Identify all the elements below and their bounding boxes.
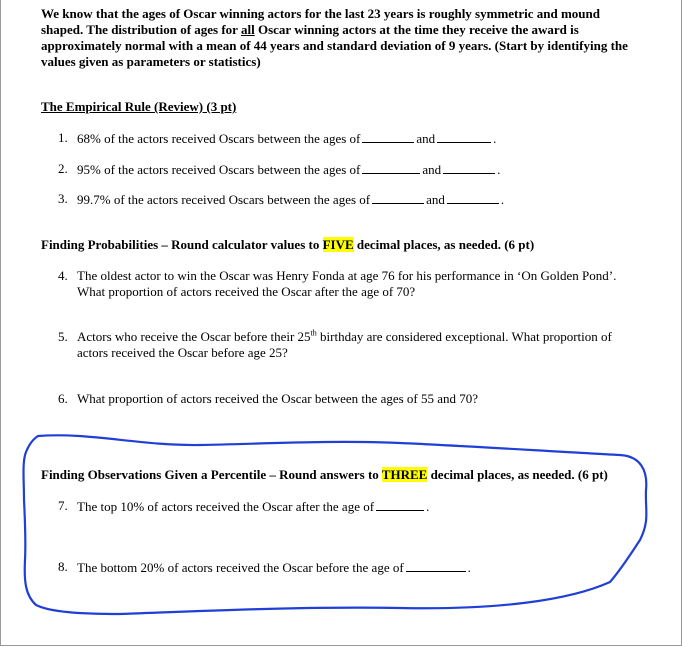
- period: .: [493, 131, 497, 146]
- intro-text-2: Oscar winning actors at the time they receive the award is approximately normal with a mean of 44 years and standard deviation of 9 years. (Start by identifying the values given as parameters or statistics): [41, 22, 628, 69]
- item-text: 95% of the actors received Oscars between the ages of: [77, 162, 361, 177]
- period: .: [467, 560, 471, 575]
- item-text: Actors who receive the Oscar before their 25: [77, 329, 311, 344]
- superscript: th: [310, 328, 317, 338]
- period: .: [497, 162, 501, 177]
- item-number: 3.: [58, 191, 68, 206]
- period: .: [500, 192, 505, 207]
- item-number: 4.: [58, 268, 68, 283]
- item-text: The top 10% of actors received the Oscar after the age of: [77, 499, 375, 514]
- heading-text: decimal places, as needed. (6 pt): [353, 237, 535, 252]
- and-word: and: [426, 192, 445, 207]
- item-text: The bottom 20% of actors received the Oscar before the age of: [77, 560, 404, 575]
- item-text: The oldest actor to win the Oscar was Henry Fonda at age 76 for his performance in ‘On Golden Pond’. What proportion of actors received the Oscar after the age of 70?: [77, 268, 617, 299]
- intro-underlined: all: [240, 22, 255, 37]
- item-number: 1.: [58, 130, 68, 145]
- item-number: 5.: [58, 329, 68, 344]
- and-word: and: [416, 131, 436, 146]
- item-number: 2.: [58, 161, 68, 176]
- highlight-three: THREE: [381, 467, 428, 482]
- heading-text: Finding Probabilities – Round calculator values to: [41, 237, 323, 252]
- intro-text-1: We know that the ages of Oscar winning actors for the last 23 years is roughly symmetric and mound shaped. The distribution of ages for: [41, 6, 600, 37]
- item-text: birthday are considered exceptional. What proportion of actors received the Oscar before age 25?: [77, 329, 612, 360]
- item-text: 68% of the actors received Oscars between the ages of: [77, 131, 361, 146]
- highlight-five: FIVE: [322, 237, 354, 252]
- heading-text: Finding Observations Given a Percentile – Round answers to: [41, 467, 382, 482]
- item-number: 6.: [58, 391, 68, 406]
- item-number: 7.: [58, 498, 68, 513]
- empirical-heading: The Empirical Rule (Review) (3 pt): [41, 99, 237, 114]
- item-text: 99.7% of the actors received Oscars between the ages of: [77, 192, 371, 207]
- item-text: What proportion of actors received the Oscar between the ages of 55 and 70?: [77, 391, 479, 406]
- item-number: 8.: [58, 559, 68, 574]
- and-word: and: [422, 162, 442, 177]
- heading-text: decimal places, as needed. (6 pt): [427, 467, 608, 482]
- period: .: [426, 499, 430, 514]
- ink-stroke: [24, 435, 647, 614]
